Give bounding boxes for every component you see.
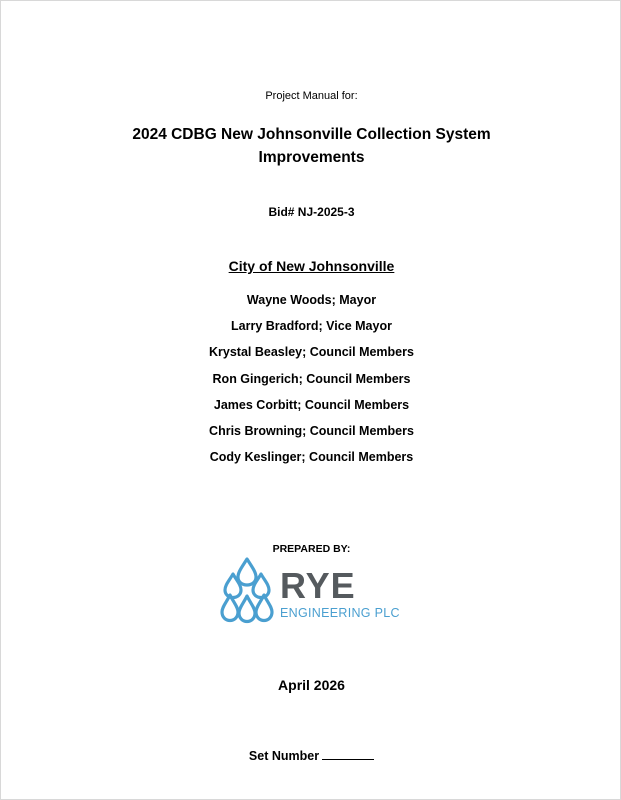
official-entry: James Corbitt; Council Members [213, 398, 410, 412]
logo-wordmark: RYE [280, 565, 356, 606]
manual-for-label: Project Manual for: [265, 90, 358, 102]
prepared-by-label: PREPARED BY: [272, 543, 351, 555]
set-number [1, 747, 621, 763]
rye-engineering-logo [219, 556, 409, 628]
official-entry: Larry Bradford; Vice Mayor [231, 319, 392, 333]
set-number-label: Set Number [248, 749, 320, 763]
official-entry: Krystal Beasley; Council Members [209, 345, 414, 359]
city-name: City of New Johnsonville [228, 258, 395, 274]
logo-subtitle: ENGINEERING PLC [280, 606, 400, 620]
project-title-line-2: Improvements [258, 149, 365, 166]
official-entry: Ron Gingerich; Council Members [212, 372, 411, 386]
official-entry: Wayne Woods; Mayor [246, 293, 377, 307]
project-title [1, 123, 621, 169]
project-title-line-1: 2024 CDBG New Johnsonville Collection System [132, 126, 491, 143]
set-number-blank [322, 747, 374, 760]
official-entry: Chris Browning; Council Members [209, 424, 414, 438]
bid-number: Bid# NJ-2025-3 [268, 205, 355, 219]
official-entry: Cody Keslinger; Council Members [209, 450, 414, 464]
water-drops-icon [219, 556, 275, 628]
document-date: April 2026 [278, 677, 345, 693]
